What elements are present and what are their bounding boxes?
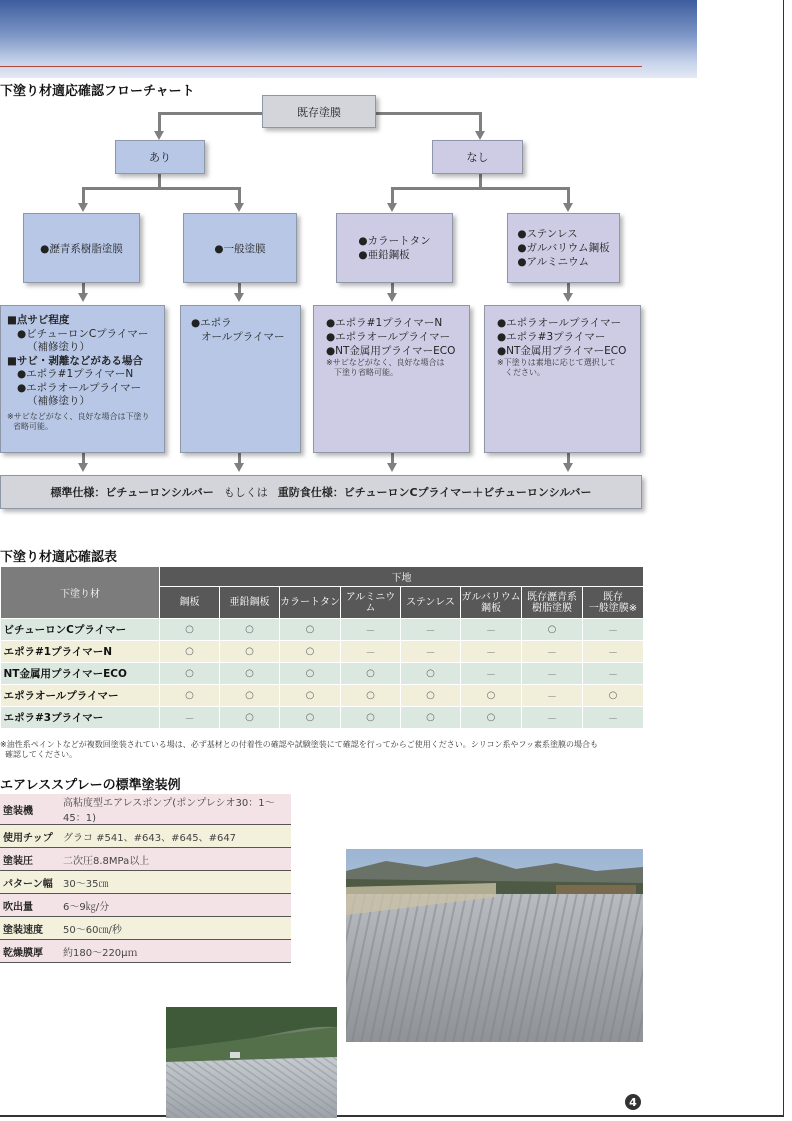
table-row	[0, 794, 291, 825]
category-item: ●アルミニウム	[517, 256, 589, 268]
table-row	[1, 619, 644, 641]
flow-category-general: ●一般塗膜	[183, 213, 297, 283]
column-header: 既存 一般塗膜※	[583, 587, 644, 619]
spray-param-value: 6～9㎏/分	[60, 894, 291, 917]
arrow-down-icon	[78, 463, 88, 472]
arrow-down-icon	[154, 131, 164, 140]
compat-cell: －	[583, 663, 644, 685]
table-row	[0, 848, 291, 871]
recommendation-item: ●エポラ#1プライマーN	[326, 317, 443, 329]
connector	[567, 283, 570, 293]
category-item: ●ガルバリウム鋼板	[517, 242, 610, 254]
compat-cell: ○	[160, 663, 220, 685]
arrow-down-icon	[234, 463, 244, 472]
connector	[158, 112, 262, 115]
table-row	[1, 685, 644, 707]
compat-cell: －	[461, 641, 522, 663]
connector	[567, 453, 570, 463]
compat-table	[0, 566, 644, 729]
table-row	[1, 663, 644, 685]
compat-cell: ○	[220, 619, 280, 641]
recommendation-item: ●ビチューロンCプライマー	[17, 327, 149, 340]
compat-cell: ○	[583, 685, 644, 707]
recommendation-item: オールプライマー	[201, 331, 285, 343]
compat-cell: ○	[160, 619, 220, 641]
compat-cell: ○	[341, 663, 401, 685]
spray-param-value: グラコ #541、#643、#645、#647	[60, 825, 291, 848]
base-header: 下地	[160, 567, 644, 587]
connector	[82, 187, 85, 203]
column-header: カラートタン	[280, 587, 341, 619]
spray-param-value: 30～35㎝	[60, 871, 291, 894]
page-frame-bottom	[0, 1115, 784, 1117]
spray-param-label: 乾燥膜厚	[0, 940, 60, 963]
connector	[238, 453, 241, 463]
spray-param-value: 高粘度型エアレスポンプ(ポンプレシオ30：1～45：1)	[60, 794, 291, 825]
compat-cell: ○	[522, 619, 583, 641]
compat-cell: ○	[220, 685, 280, 707]
compat-cell: －	[583, 707, 644, 729]
recommendation-item: ●NT金属用プライマーECO	[497, 345, 627, 357]
roof-photo-large	[346, 849, 643, 1042]
flow-recommendation-general	[180, 305, 301, 453]
connector	[82, 453, 85, 463]
compat-cell: －	[583, 641, 644, 663]
spray-param-value: 50～60㎝/秒	[60, 917, 291, 940]
spray-param-label: 吹出量	[0, 894, 60, 917]
page-number: 4	[625, 1094, 641, 1110]
note-line: 確認してください。	[5, 750, 77, 759]
compat-table-body	[1, 619, 644, 729]
flow-branch-yes: あり	[115, 140, 205, 174]
compat-cell: ○	[401, 707, 461, 729]
spray-table	[0, 794, 291, 963]
compat-cell: ○	[220, 641, 280, 663]
table-row	[1, 641, 644, 663]
connector	[479, 112, 482, 132]
column-header: ガルバリウム 鋼板	[461, 587, 522, 619]
flow-recommendation-stainless	[484, 305, 641, 453]
column-header: 亜鉛鋼板	[220, 587, 280, 619]
recommendation-item: ●エポラオールプライマー	[326, 331, 451, 343]
material-name: NT金属用プライマーECO	[1, 663, 160, 685]
material-name: エポラ#3プライマー	[1, 707, 160, 729]
arrow-down-icon	[387, 463, 397, 472]
connector	[82, 187, 241, 190]
flow-category-stainless	[507, 213, 620, 283]
roof-photo-image	[346, 849, 643, 1042]
flow-category-color-zinc	[336, 213, 453, 283]
spray-param-label: 塗装圧	[0, 848, 60, 871]
spray-param-label: 使用チップ	[0, 825, 60, 848]
final-spec-heavy: 重防食仕様：ビチューロンCプライマー＋ビチューロンシルバー	[277, 486, 592, 499]
flow-recommendation-color-zinc	[313, 305, 470, 453]
compat-cell: －	[522, 685, 583, 707]
column-header: アルミニウム	[341, 587, 401, 619]
recommendation-item: ●エポラオールプライマー	[497, 317, 622, 329]
spray-title: エアレススプレーの標準塗装例	[0, 778, 181, 793]
recommendation-item: ●NT金属用プライマーECO	[326, 345, 456, 357]
page-frame-right	[783, 0, 784, 1115]
compat-cell: ○	[461, 685, 522, 707]
arrow-down-icon	[78, 293, 88, 302]
recommendation-item: （補修塗り）	[27, 341, 90, 353]
compat-cell: －	[160, 707, 220, 729]
compat-table-note	[0, 740, 650, 760]
roof-photo-image	[166, 1007, 337, 1118]
column-header: 既存瀝青系 樹脂塗膜	[522, 587, 583, 619]
recommendation-item: （補修塗り）	[27, 395, 90, 407]
note-line: ※油性系ペイントなどが複数回塗装されている場は、必ず基材との付着性の確認や試験塗装にて確認を行ってからご使用ください。シリコン系やフッ素系塗膜の場合も	[0, 740, 598, 749]
recommendation-heading: ■サビ・剥離などがある場合	[7, 354, 143, 367]
connector	[376, 112, 482, 115]
arrow-down-icon	[563, 203, 573, 212]
compat-cell: ○	[220, 707, 280, 729]
column-header: ステンレス	[401, 587, 461, 619]
flow-final-spec	[0, 475, 642, 509]
final-spec-standard: 標準仕様：ビチューロンシルバー	[50, 486, 214, 499]
recommendation-item: ●エポラオールプライマー	[17, 381, 142, 394]
compat-cell: －	[461, 663, 522, 685]
arrow-down-icon	[387, 203, 397, 212]
flowchart-title: 下塗り材適応確認フローチャート	[0, 84, 195, 99]
header-rule	[0, 66, 642, 67]
compat-cell: ○	[280, 707, 341, 729]
compat-cell: ○	[280, 685, 341, 707]
final-spec-or: もしくは	[223, 486, 268, 499]
compat-cell: －	[401, 641, 461, 663]
compat-cell: －	[341, 619, 401, 641]
category-item: ●ステンレス	[517, 228, 578, 240]
material-name: エポラオールプライマー	[1, 685, 160, 707]
arrow-down-icon	[78, 203, 88, 212]
connector	[238, 283, 241, 293]
compat-cell: ○	[280, 663, 341, 685]
compat-cell: ○	[401, 663, 461, 685]
roof-photo-small	[166, 1007, 337, 1118]
compat-cell: ○	[160, 685, 220, 707]
compat-cell: －	[401, 619, 461, 641]
arrow-down-icon	[234, 203, 244, 212]
recommendation-item: ●エポラ#3プライマー	[497, 331, 606, 343]
material-name: エポラ#1プライマーN	[1, 641, 160, 663]
connector	[391, 283, 394, 293]
compat-cell: ○	[220, 663, 280, 685]
arrow-down-icon	[563, 463, 573, 472]
recommendation-note: ※サビなどがなく、良好な場合は	[326, 358, 445, 367]
connector	[567, 187, 570, 203]
recommendation-note: 省略可能。	[13, 421, 53, 431]
flow-branch-no: なし	[432, 140, 523, 174]
connector	[82, 283, 85, 293]
table-row	[0, 894, 291, 917]
table-row	[0, 940, 291, 963]
compat-cell: ○	[401, 685, 461, 707]
compat-cell: －	[583, 619, 644, 641]
arrow-down-icon	[563, 293, 573, 302]
spray-table-body	[0, 794, 291, 963]
compat-cell: ○	[280, 641, 341, 663]
arrow-down-icon	[387, 293, 397, 302]
column-header: 鋼板	[160, 587, 220, 619]
connector	[391, 453, 394, 463]
table-row	[0, 917, 291, 940]
spray-param-value: 約180～220μｍ	[60, 940, 291, 963]
table-row	[0, 825, 291, 848]
flow-root-box: 既存塗膜	[262, 95, 376, 128]
recommendation-note: ください。	[505, 368, 545, 377]
recommendation-item: ●エポラ#1プライマーN	[17, 368, 134, 380]
table-row	[1, 707, 644, 729]
compat-table-title: 下塗り材適応確認表	[0, 550, 118, 565]
recommendation-note: ※サビなどがなく、良好な場合は下塗り	[7, 411, 150, 421]
connector	[391, 187, 570, 190]
material-header: 下塗り材	[1, 567, 160, 619]
spray-param-label: パターン幅	[0, 871, 60, 894]
compat-cell: －	[341, 641, 401, 663]
compat-cell: ○	[461, 707, 522, 729]
flow-category-bitumen: ●瀝青系樹脂塗膜	[23, 213, 140, 283]
compat-cell: ○	[341, 685, 401, 707]
compat-cell: －	[461, 619, 522, 641]
table-row	[0, 871, 291, 894]
spray-param-value: 二次圧8.8MPa以上	[60, 848, 291, 871]
compat-cell: －	[522, 707, 583, 729]
recommendation-note: ※下塗りは素地に応じて選択して	[497, 358, 616, 367]
spray-param-label: 塗装機	[0, 794, 60, 825]
compat-cell: －	[522, 641, 583, 663]
compat-cell: －	[522, 663, 583, 685]
compat-cell: ○	[280, 619, 341, 641]
recommendation-note: 下塗り省略可能。	[334, 368, 398, 377]
flow-recommendation-bitumen	[0, 305, 165, 453]
material-name: ビチューロンCプライマー	[1, 619, 160, 641]
arrow-down-icon	[475, 131, 485, 140]
spray-param-label: 塗装速度	[0, 917, 60, 940]
recommendation-item: ●エポラ	[191, 317, 232, 329]
category-item: ●亜鉛鋼板	[358, 249, 410, 261]
connector	[238, 187, 241, 203]
recommendation-heading: ■点サビ程度	[7, 314, 70, 326]
connector	[391, 187, 394, 203]
category-item: ●カラートタン	[358, 235, 431, 247]
connector	[158, 112, 161, 132]
arrow-down-icon	[234, 293, 244, 302]
compat-cell: ○	[160, 641, 220, 663]
compat-cell: ○	[341, 707, 401, 729]
